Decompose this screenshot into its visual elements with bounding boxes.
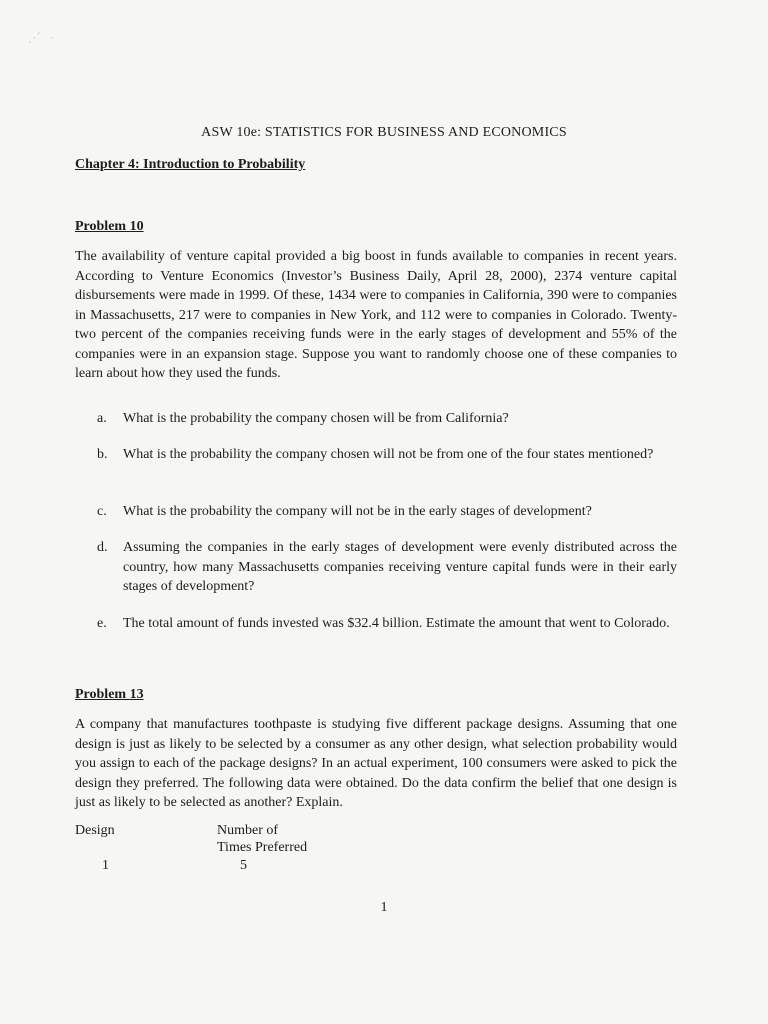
problem-13-heading: Problem 13 [75, 687, 144, 702]
question-letter: d. [97, 540, 108, 555]
problem-13-section [75, 687, 677, 703]
design-column-header: Design [75, 823, 115, 838]
problem-10-section [75, 219, 677, 235]
times-header-line-2: Times Preferred [217, 840, 308, 855]
question-c [97, 502, 677, 522]
question-e [97, 614, 677, 634]
problem-10-body [75, 247, 677, 384]
design-cell: 1 [102, 858, 109, 873]
question-text: What is the probability the company chosen will not be from one of the four states mentioned? [123, 447, 654, 462]
question-text: Assuming the companies in the early stages of development were evenly distributed across the country, how many Massachusetts companies receiving venture capital funds were in their early stages of development? [123, 540, 677, 594]
chapter-title: Chapter 4: Introduction to Probability [75, 157, 306, 172]
problem-13-body [75, 715, 677, 813]
question-letter: a. [97, 411, 107, 426]
question-b [97, 445, 677, 465]
times-header-line-1: Number of [217, 823, 279, 838]
problem-10-heading: Problem 10 [75, 219, 144, 234]
times-cell: 5 [240, 858, 247, 873]
question-letter: c. [97, 504, 107, 519]
problem-10-text: The availability of venture capital provided a big boost in funds available to companies in recent years. According to Venture Economics (Investor’s Business Daily, April 28, 2000), 2374 venture capital disbursements were made in 1999. Of these, 1434 were to companies in California, 390 were to companies in Massachusetts, 217 were to companies in New York, and 112 were to companies in Colorado. Twenty-two percent of the companies receiving funds were in the early stages of development and 55% of the companies were in an expansion stage. Suppose you want to randomly choose one of these companies to learn about how they used the funds. [75, 249, 677, 381]
question-text: What is the probability the company chosen will be from California? [123, 411, 509, 426]
scan-smudge-mark: ⋰ · [28, 30, 58, 45]
question-letter: e. [97, 616, 107, 631]
question-a [97, 409, 677, 429]
problem-13-text: A company that manufactures toothpaste is studying five different package designs. Assuming that one design is just as likely to be selected by a consumer as any other design, what selection probability would you assign to each of the package designs? In an actual experiment, 100 consumers were asked to pick the design they preferred. The following data were obtained. Do the data confirm the belief that one design is just as likely to be selected as another? Explain. [75, 717, 677, 810]
question-d [97, 538, 677, 597]
times-preferred-column-header [217, 822, 307, 856]
page-number: 1 [380, 900, 388, 915]
question-letter: b. [97, 447, 108, 462]
question-text: What is the probability the company will not be in the early stages of development? [123, 504, 592, 519]
document-title: ASW 10e: STATISTICS FOR BUSINESS AND ECONOMICS [201, 125, 567, 140]
question-text: The total amount of funds invested was $32.4 billion. Estimate the amount that went to Colorado. [123, 616, 670, 631]
